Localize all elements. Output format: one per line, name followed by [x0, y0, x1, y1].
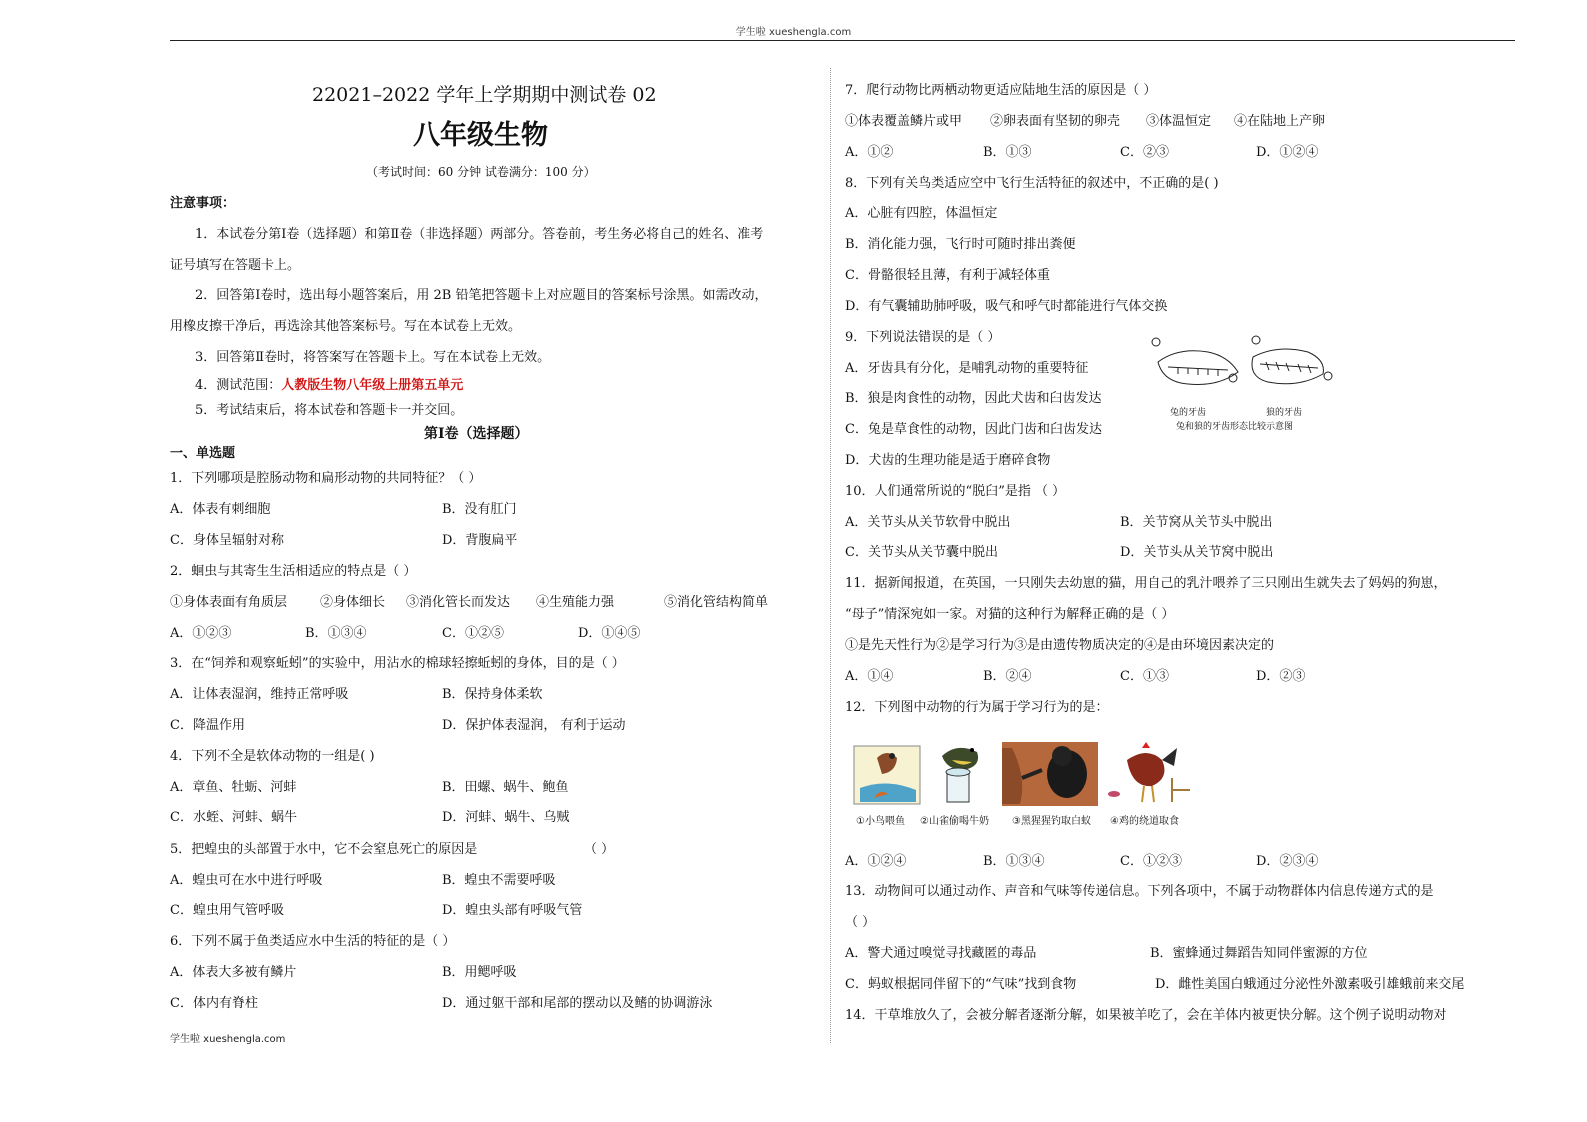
- q2-item-3: ③消化管长而发达: [406, 595, 511, 610]
- behavior-caption-4: ④鸡的绕道取食: [1110, 816, 1179, 827]
- wolf-teeth-label: 狼的牙齿: [1266, 408, 1303, 418]
- q6-option-c: C．体内有脊柱: [170, 996, 258, 1011]
- q1-option-a: A．体表有刺细胞: [170, 502, 271, 517]
- q9-option-d: D．犬齿的生理功能是适于磨碎食物: [845, 453, 1051, 468]
- q5-option-d: D．蝗虫头部有呼吸气管: [442, 903, 583, 918]
- note-2a: 2．回答第Ⅰ卷时，选出每小题答案后，用 2B 铅笔把答题卡上对应题目的答案标号涂黑。如需改动，: [195, 288, 768, 303]
- teeth-drawing: [1148, 332, 1338, 412]
- q9-option-b: B．狼是肉食性的动物，因此犬齿和臼齿发达: [845, 391, 1102, 406]
- q7-stem: 7．爬行动物比两栖动物更适应陆地生活的原因是（ ）: [845, 83, 1157, 98]
- q2-option-c: C．①②⑤: [442, 626, 504, 641]
- q2-option-b: B．①③④: [305, 626, 367, 641]
- q5-stem: 5．把蝗虫的头部置于水中，它不会窒息死亡的原因是: [170, 842, 478, 857]
- note-2b: 用橡皮擦干净后，再选涂其他答案标号。写在本试卷上无效。: [170, 319, 522, 334]
- q11-option-c: C．①③: [1120, 669, 1169, 684]
- q10-option-a: A．关节头从关节软骨中脱出: [845, 515, 1011, 530]
- behavior-figure: [852, 738, 1192, 828]
- q4-option-b: B．田螺、蜗牛、鲍鱼: [442, 780, 569, 795]
- q5-option-a: A．蝗虫可在水中进行呼吸: [170, 873, 323, 888]
- exam-subject: 八年级生物: [413, 120, 548, 151]
- q12-option-c: C．①②③: [1120, 854, 1182, 869]
- section-heading: 一、单选题: [170, 446, 236, 461]
- behavior-caption-1: ①小鸟喂鱼: [856, 816, 905, 827]
- q1-option-d: D．背腹扁平: [442, 533, 518, 548]
- teeth-figure: [1148, 332, 1338, 432]
- exam-title: 22021–2022 学年上学期期中测试卷 02: [312, 84, 657, 106]
- q7-option-a: A．①②: [845, 145, 894, 160]
- q6-stem: 6．下列不属于鱼类适应水中生活的特征的是（ ）: [170, 934, 456, 949]
- q4-option-d: D．河蚌、蜗牛、乌贼: [442, 810, 570, 825]
- part-heading: 第Ⅰ卷（选择题）: [424, 426, 529, 442]
- tit-drinking-milk-illustration: [942, 748, 978, 802]
- q2-stem: 2．蛔虫与其寄生生活相适应的特点是（ ）: [170, 564, 417, 579]
- q10-stem: 10．人们通常所说的“脱臼”是指 （ ）: [845, 484, 1066, 499]
- q11-stem-1: 11．据新闻报道，在英国，一只刚失去幼崽的猫，用自己的乳汁喂养了三只刚出生就失去了妈妈的狗崽，: [845, 576, 1447, 591]
- q6-option-d: D．通过躯干部和尾部的摆动以及鳍的协调游泳: [442, 996, 713, 1011]
- q11-option-a: A．①④: [845, 669, 894, 684]
- chicken-detour-illustration: [1108, 742, 1190, 802]
- q8-stem: 8．下列有关鸟类适应空中飞行生活特征的叙述中，不正确的是( ): [845, 176, 1219, 191]
- q12-option-d: D．②③④: [1256, 854, 1319, 869]
- q2-item-2: ②身体细长: [320, 595, 386, 610]
- header-rule: [170, 40, 1515, 41]
- q8-option-c: C．骨骼很轻且薄，有利于减轻体重: [845, 268, 1050, 283]
- exam-info: （考试时间：60 分钟 试卷满分：100 分）: [366, 165, 596, 179]
- behavior-drawings: [852, 738, 1192, 808]
- q12-option-a: A．①②④: [845, 854, 907, 869]
- q2-option-a: A．①②③: [170, 626, 232, 641]
- page-header: 学生啦 xueshengla.com: [735, 27, 852, 38]
- q11-option-b: B．②④: [983, 669, 1032, 684]
- q8-option-b: B．消化能力强，飞行时可随时排出粪便: [845, 237, 1076, 252]
- q4-stem: 4．下列不全是软体动物的一组是( ): [170, 749, 375, 764]
- q13-option-a: A．警犬通过嗅觉寻找藏匿的毒品: [845, 946, 1037, 961]
- q10-option-d: D．关节头从关节窝中脱出: [1120, 545, 1274, 560]
- q14-stem: 14．干草堆放久了，会被分解者逐渐分解，如果被羊吃了，会在羊体内被更快分解。这个例子说明动物对: [845, 1008, 1447, 1023]
- notes-heading: 注意事项：: [170, 196, 236, 211]
- note-1a: 1．本试卷分第Ⅰ卷（选择题）和第Ⅱ卷（非选择题）两部分。答卷前，考生务必将自己的姓名、准考: [195, 227, 764, 242]
- chimpanzee-termites-illustration: [1002, 742, 1098, 806]
- q13-option-d: D．雌性美国白蛾通过分泌性外激素吸引雄蛾前来交尾: [1155, 977, 1465, 992]
- behavior-caption-2: ②山雀偷喝牛奶: [920, 816, 989, 827]
- note-3: 3．回答第Ⅱ卷时，将答案写在答题卡上。写在本试卷上无效。: [195, 350, 551, 365]
- q13-stem-1: 13．动物间可以通过动作、声音和气味等传递信息。下列各项中，不属于动物群体内信息传递方式的是: [845, 884, 1434, 899]
- q7-option-d: D．①②④: [1256, 145, 1319, 160]
- column-divider: [830, 68, 831, 1043]
- q3-option-c: C．降温作用: [170, 718, 245, 733]
- q2-item-5: ⑤消化管结构简单: [664, 595, 769, 610]
- behavior-caption-3: ③黑猩猩钓取白蚁: [1012, 816, 1091, 827]
- note-4-prefix: 4．测试范围：: [195, 378, 282, 393]
- q9-option-a: A．牙齿具有分化，是哺乳动物的重要特征: [845, 361, 1089, 376]
- bird-feeding-fish-illustration: [854, 746, 920, 804]
- q7-item-4: ④在陆地上产卵: [1234, 114, 1326, 129]
- note-5: 5．考试结束后，将本试卷和答题卡一并交回。: [195, 403, 464, 418]
- q10-option-b: B．关节窝从关节头中脱出: [1120, 515, 1273, 530]
- q2-item-4: ④生殖能力强: [536, 595, 615, 610]
- q13-option-b: B．蜜蜂通过舞蹈告知同伴蜜源的方位: [1150, 946, 1368, 961]
- q12-option-b: B．①③④: [983, 854, 1045, 869]
- q10-option-c: C．关节头从关节囊中脱出: [845, 545, 998, 560]
- q13-option-c: C．蚂蚁根据同伴留下的“气味”找到食物: [845, 977, 1077, 992]
- q6-option-a: A．体表大多被有鳞片: [170, 965, 297, 980]
- q3-option-b: B．保持身体柔软: [442, 687, 543, 702]
- q12-stem: 12．下列图中动物的行为属于学习行为的是：: [845, 700, 1109, 715]
- note-4: [195, 378, 463, 394]
- q6-option-b: B．用鳃呼吸: [442, 965, 517, 980]
- rabbit-teeth-label: 兔的牙齿: [1170, 408, 1207, 418]
- q7-item-1: ①体表覆盖鳞片或甲: [845, 114, 963, 129]
- q7-option-b: B．①③: [983, 145, 1032, 160]
- q2-item-1: ①身体表面有角质层: [170, 595, 288, 610]
- q7-item-2: ②卵表面有坚韧的卵壳: [990, 114, 1121, 129]
- q4-option-c: C．水蛭、河蚌、蜗牛: [170, 810, 297, 825]
- note-1b: 证号填写在答题卡上。: [170, 258, 301, 273]
- q3-option-a: A．让体表湿润，维持正常呼吸: [170, 687, 349, 702]
- q3-option-d: D．保护体表湿润， 有利于运动: [442, 718, 626, 733]
- q1-option-c: C．身体呈辐射对称: [170, 533, 284, 548]
- q9-option-c: C．兔是草食性的动物，因此门齿和臼齿发达: [845, 422, 1102, 437]
- q11-stem-2: “母子”情深宛如一家。对猫的这种行为解释正确的是（ ）: [845, 607, 1175, 622]
- q11-items: ①是先天性行为②是学习行为③是由遗传物质决定的④是由环境因素决定的: [845, 638, 1275, 653]
- q13-stem-2: （ ）: [845, 915, 876, 930]
- q5-paren: （ ）: [584, 842, 615, 857]
- q8-option-d: D．有气囊辅助肺呼吸，吸气和呼气时都能进行气体交换: [845, 299, 1168, 314]
- q9-stem: 9．下列说法错误的是（ ）: [845, 330, 1001, 345]
- note-4-scope: 人教版生物八年级上册第五单元: [281, 378, 464, 393]
- q5-option-b: B．蝗虫不需要呼吸: [442, 873, 556, 888]
- q1-option-b: B．没有肛门: [442, 502, 517, 517]
- q7-item-3: ③体温恒定: [1146, 114, 1212, 129]
- q4-option-a: A．章鱼、牡蛎、河蚌: [170, 780, 297, 795]
- q1-stem: 1．下列哪项是腔肠动物和扁形动物的共同特征？（ ）: [170, 471, 482, 486]
- q3-stem: 3．在“饲养和观察蚯蚓”的实验中，用沾水的棉球轻擦蚯蚓的身体，目的是（ ）: [170, 656, 625, 671]
- q5-option-c: C．蝗虫用气管呼吸: [170, 903, 284, 918]
- q2-option-d: D．①④⑤: [578, 626, 641, 641]
- teeth-figure-caption: 兔和狼的牙齿形态比较示意图: [1176, 422, 1294, 432]
- q8-option-a: A．心脏有四腔，体温恒定: [845, 206, 998, 221]
- page-footer: 学生啦 xueshengla.com: [170, 1034, 286, 1045]
- q7-option-c: C．②③: [1120, 145, 1169, 160]
- q11-option-d: D．②③: [1256, 669, 1306, 684]
